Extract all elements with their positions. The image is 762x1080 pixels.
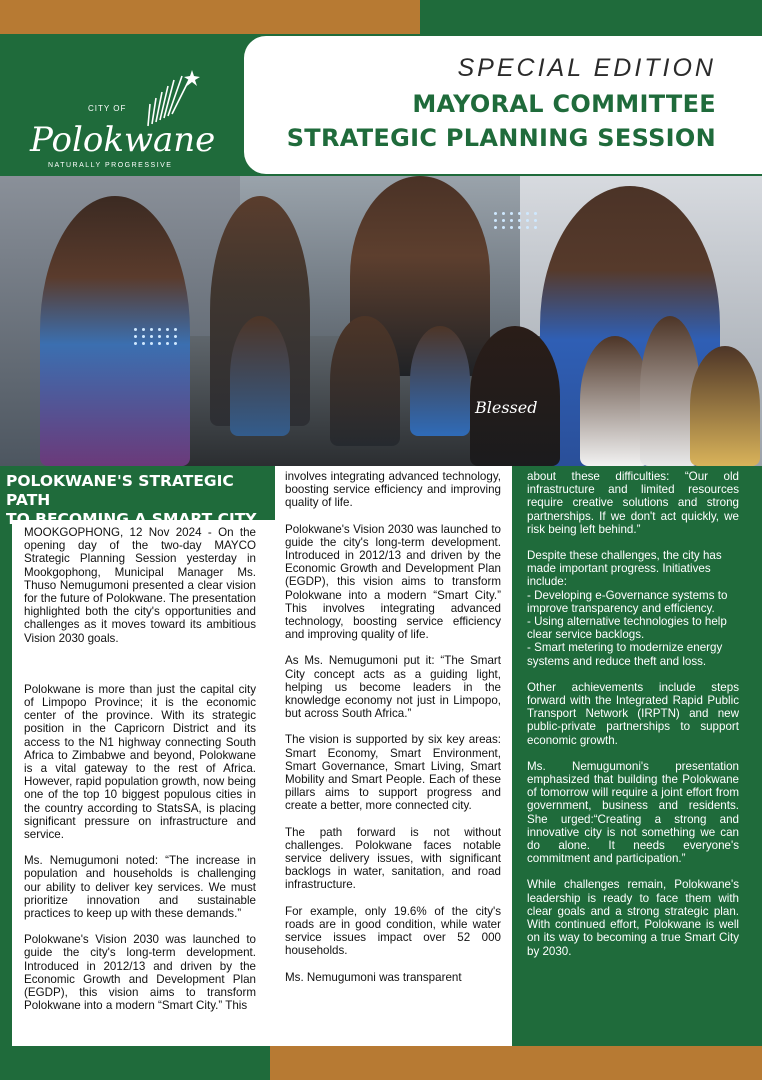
logo-wordmark: Polokwane — [30, 120, 216, 160]
paragraph: As Ms. Nemugumoni put it: “The Smart City concept acts as a guiding light, helping us become leaders in the knowledge economy not just in Limpopo, but across South Africa.” — [285, 654, 501, 721]
paragraph: Polokwane's Vision 2030 was launched to guide the city's long-term development. Introduced in 2012/13 and driven by the Economic Growth and Development Plan (EGDP), this vision aims to transform Polokwane into a modern “Smart City.” This — [24, 933, 256, 1013]
paragraph: MOOKGOPHONG, 12 Nov 2024 - On the opening day of the two-day MAYCO Strategic Planning Session yesterday in Mookgophong, Municipal Manager Ms. Thuso Nemugumoni presented a clear vision for the future of Polokwane. The presentation highlighted both the city's opportunities and challenges as it moves toward its ambitious Vision 2030 goals. — [24, 526, 256, 645]
logo-city-label: CITY OF — [88, 104, 127, 113]
decorative-dots-icon — [494, 212, 538, 229]
paragraph: involves integrating advanced technology, boosting service efficiency and improving quality of life. — [285, 470, 501, 510]
session-photo-collage — [0, 176, 762, 466]
paragraph: While challenges remain, Polokwane's leadership is ready to face them with clear goals and a strong strategic plan. With continued effort, Polokwane is well on its way to becoming a true Smart City by 2030. — [527, 878, 739, 958]
left-accent-bar — [0, 466, 12, 1046]
paragraph: Ms. Nemugumoni was transparent — [285, 970, 462, 984]
article-column-2 — [285, 470, 501, 997]
article-column-1 — [24, 526, 256, 1026]
paragraph: Polokwane's Vision 2030 was launched to guide the city's long-term development. Introduced in 2012/13 and driven by the Economic Growth and Development Plan (EGDP), this vision aims to transform Polokwane into a modern “Smart City.” This involves integrating advanced technology, boosting service efficiency and improving quality of life. — [285, 522, 501, 642]
page-title-line1: MAYORAL COMMITTEE — [412, 90, 716, 118]
paragraph: about these difficulties: “Our old infrastructure and limited resources require creative solutions and strong partnerships. If we don't act quickly, we risk being left behind.” — [527, 470, 739, 536]
article-headline — [6, 472, 274, 529]
paragraph: The vision is supported by six key areas: Smart Economy, Smart Environment, Smart Governance, Smart Living, Smart Mobility and Smart People. Each of these pillars aims to support progress and create a better, more connected city. — [285, 733, 501, 813]
bottom-gold-band — [270, 1046, 762, 1080]
paragraph: Ms. Nemugumoni's presentation emphasized that building the Polokwane of tomorrow will require a joint effort from government, business and residents. She urged:“Creating a strong and innovative city is not something we can do alone. It needs everyone's commitment and participation.” — [527, 759, 739, 866]
logo-tagline: NATURALLY PROGRESSIVE — [48, 162, 173, 169]
paragraph: Ms. Nemugumoni noted: “The increase in population and households is challenging our ability to deliver key services. We must prioritize innovation and sustainable practices to keep up with these demands.” — [24, 854, 256, 921]
top-gold-band — [0, 0, 420, 34]
paragraph: For example, only 19.6% of the city's roads are in good condition, while water service issues impact over 52 000 households. — [285, 904, 501, 958]
article-column-3 — [527, 470, 739, 971]
shirt-text: Blessed — [475, 398, 538, 417]
paragraph: Despite these challenges, the city has made important progress. Initiatives include: - Developing e-Governance systems to improve transparency and efficiency. - Using alternative technologies to help clear service backlogs. - Smart metering to modernize energy systems and reduce theft and loss. — [527, 549, 728, 668]
page-title-line2: STRATEGIC PLANNING SESSION — [286, 124, 716, 152]
headline-line1: POLOKWANE'S STRATEGIC PATH — [6, 472, 234, 509]
paragraph: The path forward is not without challenges. Polokwane faces notable service delivery issues, with significant backlogs in water, sanitation, and road infrastructure. — [285, 825, 501, 892]
headline-line2: TO BECOMING A SMART CITY — [6, 510, 257, 528]
paragraph: Polokwane is more than just the capital city of Limpopo Province; it is the economic center of the province. With its strategic position in the Capricorn District and its access to the N1 highway connecting South Africa to Zimbabwe and beyond, Polokwane is a vital gateway to the rest of Africa. However, rapid population growth, now being one of the top 10 biggest populous cities in the country according to StatsSA, is placing significant pressure on infrastructure and service. — [24, 682, 256, 842]
bottom-green-band — [0, 1046, 270, 1080]
edition-label: SPECIAL EDITION — [457, 54, 716, 82]
decorative-dots-icon — [134, 328, 178, 345]
top-green-band — [420, 0, 762, 34]
paragraph: Other achievements include steps forward with the Integrated Rapid Public Transport Network (IRPTN) and new public-private partnerships to support economic growth. — [527, 680, 739, 747]
